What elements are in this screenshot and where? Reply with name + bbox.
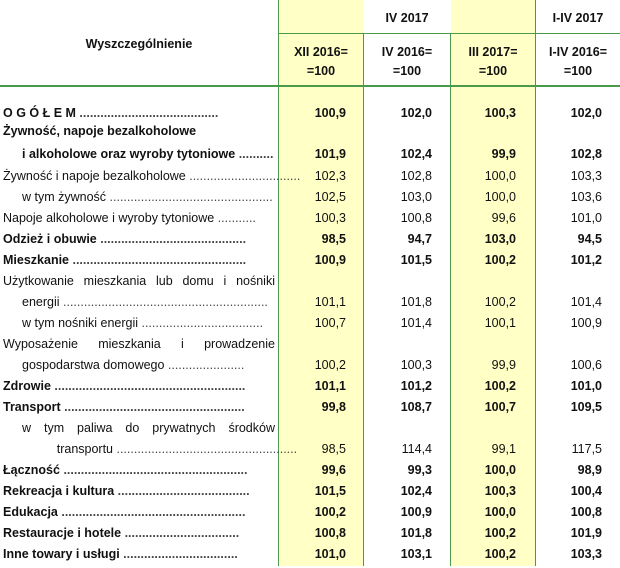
value-cell: 101,4 — [400, 316, 432, 330]
value-cell: 101,4 — [570, 295, 602, 309]
table-row — [0, 463, 620, 484]
col-header-iv: IV 2016= =100 — [381, 45, 433, 78]
value-cell: 100,9 — [314, 253, 346, 267]
table-row — [0, 274, 620, 295]
value-cell: 101,9 — [570, 526, 602, 540]
row-label: energii ........................................................... — [22, 295, 268, 309]
header-bottom-border — [0, 85, 620, 87]
value-cell: 100,2 — [314, 505, 346, 519]
value-cell: 100,0 — [484, 463, 516, 477]
leader-dots: ........................................................... — [59, 295, 268, 309]
value-cell: 101,0 — [570, 379, 602, 393]
leader-dots: ................................... — [138, 316, 264, 330]
row-label: Żywność i napoje bezalkoholowe ................................ — [3, 169, 301, 183]
table-row — [0, 295, 620, 316]
value-cell: 99,3 — [407, 463, 432, 477]
col-header-ytd: I-IV 2016= =100 — [548, 45, 608, 78]
table-row — [0, 484, 620, 505]
leader-dots: .......................................... — [96, 232, 247, 246]
value-cell: 100,7 — [484, 400, 516, 414]
col-header-xii: XII 2016= =100 — [294, 45, 348, 78]
row-label: Restauracje i hotele ................................. — [3, 526, 240, 540]
value-cell: 100,6 — [570, 358, 602, 372]
table-row — [0, 316, 620, 337]
row-label: transportu .................................................... — [22, 442, 298, 456]
value-cell: 103,1 — [400, 547, 432, 561]
leader-dots: .......... — [235, 147, 274, 161]
row-label: Mieszkanie .................................................. — [3, 253, 247, 267]
table-row — [0, 526, 620, 547]
table-row — [0, 190, 620, 211]
value-cell: 101,2 — [400, 379, 432, 393]
value-cell: 101,9 — [314, 147, 346, 161]
value-cell: 114,4 — [401, 442, 432, 456]
value-cell: 100,2 — [484, 379, 516, 393]
table-row — [0, 232, 620, 253]
value-cell: 99,8 — [321, 400, 346, 414]
table-row — [0, 421, 620, 442]
leader-dots: ................................. — [119, 547, 238, 561]
value-cell: 100,3 — [484, 484, 516, 498]
table-row — [0, 400, 620, 421]
value-cell: 99,1 — [491, 442, 516, 456]
leader-dots: ........................................ — [75, 106, 219, 120]
row-label: Edukacja ..................................................... — [3, 505, 246, 519]
row-label: w tym nośniki energii ................................... — [22, 316, 264, 330]
value-cell: 100,7 — [314, 316, 346, 330]
value-cell: 100,3 — [314, 211, 346, 225]
value-cell: 100,2 — [484, 295, 516, 309]
value-cell: 102,8 — [400, 169, 432, 183]
table-row — [0, 253, 620, 274]
value-cell: 94,5 — [577, 232, 602, 246]
row-label: Transport .................................................... — [3, 400, 245, 414]
value-cell: 99,9 — [491, 147, 516, 161]
leader-dots: ..................................................... — [59, 463, 248, 477]
table-row — [0, 547, 620, 568]
leader-dots: .................................................. — [69, 253, 247, 267]
group-header-iv: IV 2017 — [385, 11, 429, 25]
leader-dots: ........... — [214, 211, 256, 225]
row-label: Rekreacja i kultura ...................................... — [3, 484, 250, 498]
value-cell: 100,2 — [314, 358, 346, 372]
value-cell: 108,7 — [400, 400, 432, 414]
value-cell: 100,9 — [314, 106, 346, 120]
value-cell: 101,5 — [314, 484, 346, 498]
value-cell: 102,4 — [400, 484, 432, 498]
value-cell: 100,9 — [400, 505, 432, 519]
leader-dots: .................................................... — [60, 400, 245, 414]
value-cell: 102,8 — [570, 147, 602, 161]
value-cell: 100,8 — [400, 211, 432, 225]
leader-dots: ...................................... — [114, 484, 250, 498]
value-cell: 117,5 — [571, 442, 602, 456]
row-label: w tym żywność ............................................... — [22, 190, 273, 204]
value-cell: 102,5 — [314, 190, 346, 204]
col-header-iii: III 2017= =100 — [468, 45, 518, 78]
value-cell: 103,3 — [570, 547, 602, 561]
value-cell: 100,4 — [570, 484, 602, 498]
table-row — [0, 169, 620, 190]
value-cell: 101,8 — [400, 526, 432, 540]
value-cell: 100,0 — [484, 505, 516, 519]
row-label: O G Ó Ł E M ........................................ — [3, 106, 219, 120]
row-label: Łączność ..................................................... — [3, 463, 248, 477]
table-row — [0, 211, 620, 232]
value-cell: 103,0 — [484, 232, 516, 246]
value-cell: 94,7 — [407, 232, 432, 246]
value-cell: 102,0 — [400, 106, 432, 120]
value-cell: 101,0 — [314, 547, 346, 561]
value-cell: 100,8 — [314, 526, 346, 540]
value-cell: 100,2 — [484, 526, 516, 540]
value-cell: 98,9 — [577, 463, 602, 477]
value-cell: 100,8 — [570, 505, 602, 519]
table-row — [0, 505, 620, 526]
value-cell: 102,0 — [570, 106, 602, 120]
row-label: Odzież i obuwie .......................................... — [3, 232, 247, 246]
row-label: Inne towary i usługi ................................. — [3, 547, 238, 561]
value-cell: 101,5 — [400, 253, 432, 267]
value-cell: 103,6 — [570, 190, 602, 204]
value-cell: 100,9 — [570, 316, 602, 330]
value-cell: 100,2 — [484, 253, 516, 267]
leader-dots: ................................. — [121, 526, 240, 540]
value-cell: 100,1 — [484, 316, 516, 330]
table-row — [0, 337, 620, 358]
leader-dots: ...................... — [164, 358, 245, 372]
leader-dots: ............................................... — [106, 190, 273, 204]
header-separator — [279, 33, 620, 34]
row-label: Żywność, napoje bezalkoholowe — [3, 124, 197, 138]
value-cell: 100,0 — [484, 190, 516, 204]
value-cell: 100,3 — [400, 358, 432, 372]
value-cell: 100,2 — [484, 547, 516, 561]
table-row — [0, 147, 620, 168]
value-cell: 100,3 — [484, 106, 516, 120]
value-cell: 101,1 — [314, 295, 346, 309]
value-cell: 101,2 — [570, 253, 602, 267]
value-cell: 98,5 — [321, 442, 346, 456]
table-row — [0, 379, 620, 400]
value-cell: 99,6 — [491, 211, 516, 225]
row-label: Napoje alkoholowe i wyroby tytoniowe ........... — [3, 211, 256, 225]
leader-dots: .................................................... — [113, 442, 298, 456]
item-column-header: Wyszczególnienie — [85, 37, 193, 51]
value-cell: 102,3 — [314, 169, 346, 183]
row-label: i alkoholowe oraz wyroby tytoniowe .......... — [22, 147, 274, 161]
value-cell: 100,0 — [484, 169, 516, 183]
group-header-ytd: I-IV 2017 — [552, 11, 604, 25]
table-row — [0, 358, 620, 379]
value-cell: 103,0 — [400, 190, 432, 204]
value-cell: 101,0 — [570, 211, 602, 225]
value-cell: 99,6 — [321, 463, 346, 477]
row-label: Wyposażenie mieszkania i prowadzenie — [3, 337, 275, 351]
value-cell: 101,8 — [400, 295, 432, 309]
row-label: w tym paliwa do prywatnych środków — [22, 421, 275, 435]
value-cell: 109,5 — [570, 400, 602, 414]
value-cell: 103,3 — [570, 169, 602, 183]
value-cell: 98,5 — [321, 232, 346, 246]
row-label: Zdrowie ....................................................... — [3, 379, 246, 393]
value-cell: 102,4 — [400, 147, 432, 161]
table-row — [0, 442, 620, 463]
value-cell: 99,9 — [491, 358, 516, 372]
leader-dots: ................................ — [185, 169, 301, 183]
leader-dots: ....................................................... — [50, 379, 246, 393]
value-cell: 101,1 — [314, 379, 346, 393]
row-label: gospodarstwa domowego ...................... — [22, 358, 245, 372]
row-label: Użytkowanie mieszkania lub domu i nośniki — [3, 274, 275, 288]
leader-dots: ..................................................... — [57, 505, 246, 519]
table-row — [0, 124, 620, 145]
